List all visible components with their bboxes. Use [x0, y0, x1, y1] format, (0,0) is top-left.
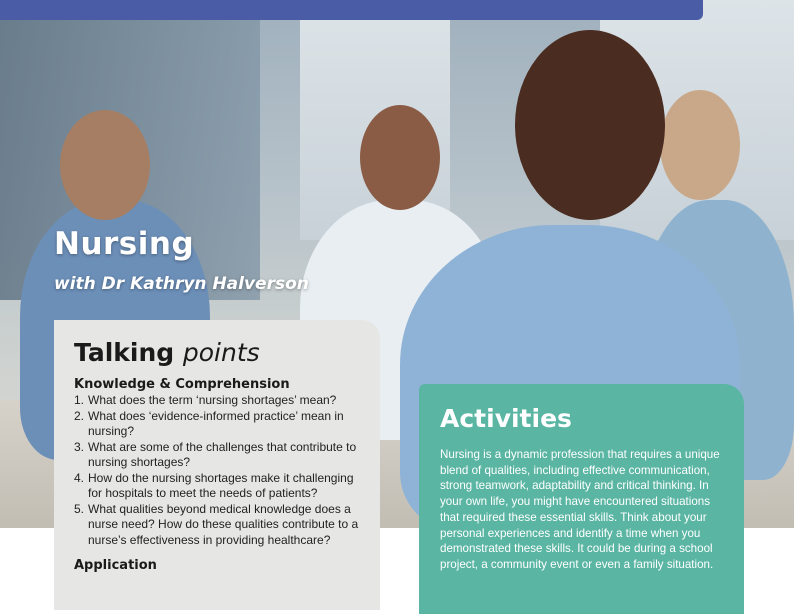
- knowledge-heading: Knowledge & Comprehension: [74, 377, 290, 392]
- question-number: 2.: [74, 408, 85, 423]
- talking-points-heading-light: points: [182, 338, 260, 367]
- activities-heading: Activities: [440, 404, 572, 433]
- question-number: 1.: [74, 393, 85, 407]
- question-text: What does the term ‘nursing shortages’ mean?: [88, 393, 337, 407]
- question-number: 3.: [74, 439, 85, 454]
- activities-body: Nursing is a dynamic profession that requires a unique blend of qualities, including effective communication, strong teamwork, adaptability and critical thinking. In your own life, you might have encountered situations that required these essential skills. Think about your personal experiences and identify a time when you demonstrated these skills. It could be during a school project, a community event or even a family situation.: [440, 448, 720, 571]
- activities-panel: [419, 384, 744, 614]
- question-number: 4.: [74, 470, 85, 485]
- photo-person-head: [660, 90, 740, 200]
- question-text: What does ‘evidence-informed practice’ mean in nursing?: [88, 408, 344, 438]
- question-text: How do the nursing shortages make it challenging for hospitals to meet the needs of patients?: [88, 470, 354, 500]
- photo-person-head: [360, 105, 440, 210]
- question-text: What qualities beyond medical knowledge does a nurse need? How do these qualities contribute to a nurse’s effectiveness in providing healthcare?: [88, 501, 359, 547]
- header-accent-bar: [0, 0, 703, 20]
- author-byline: with Dr Kathryn Halverson: [54, 274, 309, 294]
- question-item: [74, 502, 360, 549]
- question-item: [74, 471, 360, 502]
- talking-points-panel: [54, 320, 380, 610]
- talking-points-heading-bold: Talking: [74, 338, 175, 367]
- talking-points-heading: [74, 338, 360, 367]
- question-list: [74, 393, 360, 548]
- question-item: [74, 409, 360, 440]
- photo-person-head: [60, 110, 150, 220]
- question-number: 5.: [74, 501, 85, 516]
- application-heading: Application: [74, 558, 157, 573]
- question-text: What are some of the challenges that contribute to nursing shortages?: [88, 439, 357, 469]
- page-title: Nursing: [54, 226, 195, 262]
- photo-person-main-head: [515, 30, 665, 220]
- question-item: [74, 393, 360, 409]
- question-item: [74, 440, 360, 471]
